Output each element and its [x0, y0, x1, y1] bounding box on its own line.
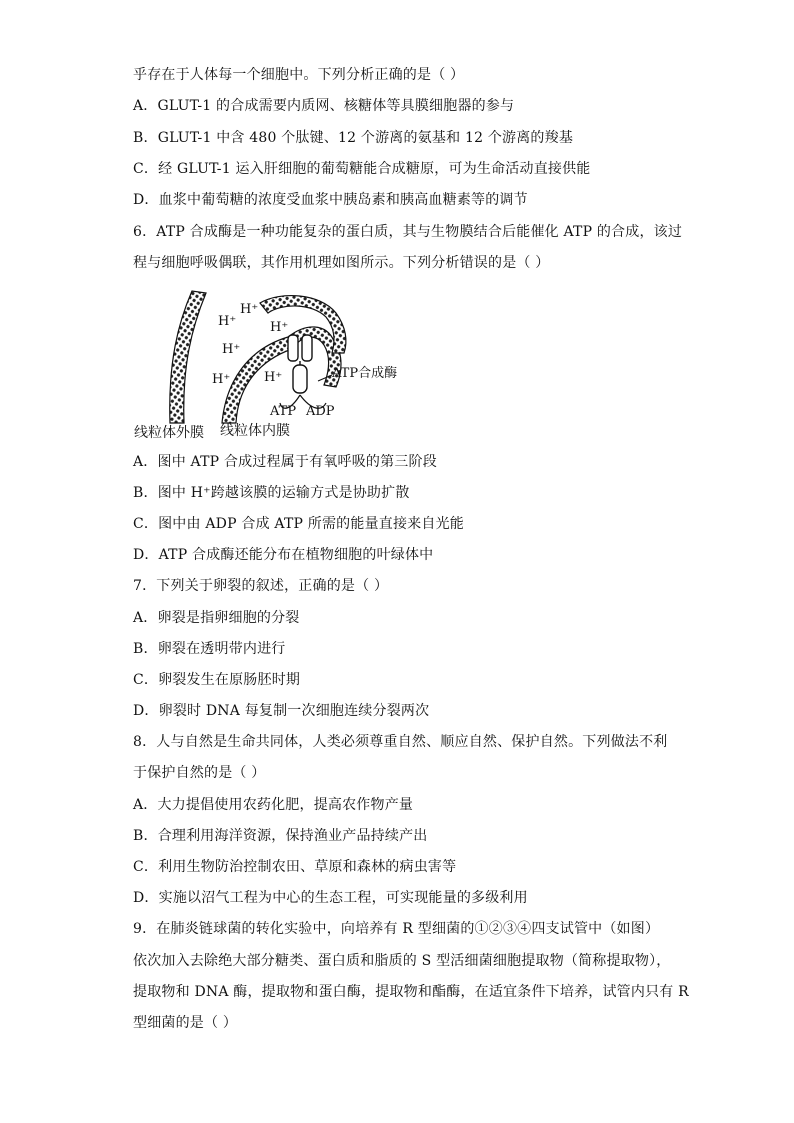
question-8-line: 8．人与自然是生命共同体，人类必须尊重自然、顺应自然、保护自然。下列做法不利	[133, 734, 668, 750]
question-9-line: 9．在肺炎链球菌的转化实验中，向培养有 R 型细菌的①②③④四支试管中（如图）	[133, 921, 660, 937]
question-9-line: 提取物和 DNA 酶，提取物和蛋白酶，提取物和酯酶，在适宜条件下培养，试管内只有 R	[133, 984, 689, 1000]
atp-synthase-label: ATP合成酶	[332, 366, 398, 381]
option-line: B．图中 H⁺跨越该膜的运输方式是协助扩散	[133, 485, 410, 501]
text-line: 乎存在于人体每一个细胞中。下列分析正确的是（ ）	[133, 67, 465, 83]
option-line: D．卵裂时 DNA 每复制一次细胞连续分裂两次	[133, 703, 430, 719]
atp-synthase-figure	[130, 283, 430, 445]
adp-label: ADP	[306, 404, 335, 419]
h-plus-label: H⁺	[218, 314, 237, 329]
option-line: C．利用生物防治控制农田、草原和森林的病虫害等	[133, 859, 457, 875]
inner-membrane-label: 线粒体内膜	[220, 423, 290, 439]
outer-membrane-shape	[170, 291, 206, 423]
atp-synthase-shape	[288, 335, 312, 393]
h-plus-label: H⁺	[212, 372, 231, 387]
question-6-line: 程与细胞呼吸偶联，其作用机理如图所示。下列分析错误的是（ ）	[133, 255, 550, 271]
option-line: B．卵裂在透明带内进行	[133, 641, 286, 657]
question-9-line: 依次加入去除绝大部分糖类、蛋白质和脂质的 S 型活细菌细胞提取物（简称提取物），	[133, 953, 671, 969]
h-plus-label: H⁺	[264, 370, 283, 385]
option-line: D．实施以沼气工程为中心的生态工程，可实现能量的多级利用	[133, 890, 528, 906]
option-line: B．合理利用海洋资源，保持渔业产品持续产出	[133, 828, 428, 844]
question-6-line: 6．ATP 合成酶是一种功能复杂的蛋白质，其与生物膜结合后能催化 ATP 的合成，该过	[133, 224, 683, 240]
option-line: A．图中 ATP 合成过程属于有氧呼吸的第三阶段	[133, 454, 437, 470]
h-plus-label: H⁺	[240, 302, 259, 317]
question-9-line: 型细菌的是（ ）	[133, 1015, 238, 1031]
h-plus-label: H⁺	[270, 320, 289, 335]
question-8-line: 于保护自然的是（ ）	[133, 765, 266, 781]
option-line: C．卵裂发生在原肠胚时期	[133, 672, 301, 688]
option-line: A．大力提倡使用农药化肥，提高农作物产量	[133, 797, 414, 813]
option-line: D．ATP 合成酶还能分布在植物细胞的叶绿体中	[133, 547, 434, 563]
h-plus-label: H⁺	[222, 342, 241, 357]
mitochondria-diagram	[130, 283, 430, 445]
outer-membrane-label: 线粒体外膜	[134, 425, 204, 441]
option-line: C．图中由 ADP 合成 ATP 所需的能量直接来自光能	[133, 516, 464, 532]
option-line: D．血浆中葡萄糖的浓度受血浆中胰岛素和胰高血糖素等的调节	[133, 192, 528, 208]
option-line: C．经 GLUT-1 运入肝细胞的葡萄糖能合成糖原，可为生命活动直接供能	[133, 161, 591, 177]
option-line: A．GLUT-1 的合成需要内质网、核糖体等具膜细胞器的参与	[133, 98, 515, 114]
option-line: B．GLUT-1 中含 480 个肽键、12 个游离的氨基和 12 个游离的羧基	[133, 130, 574, 146]
atp-label: ATP	[270, 404, 297, 419]
option-line: A．卵裂是指卵细胞的分裂	[133, 610, 300, 626]
question-7-line: 7．下列关于卵裂的叙述，正确的是（ ）	[133, 578, 389, 594]
